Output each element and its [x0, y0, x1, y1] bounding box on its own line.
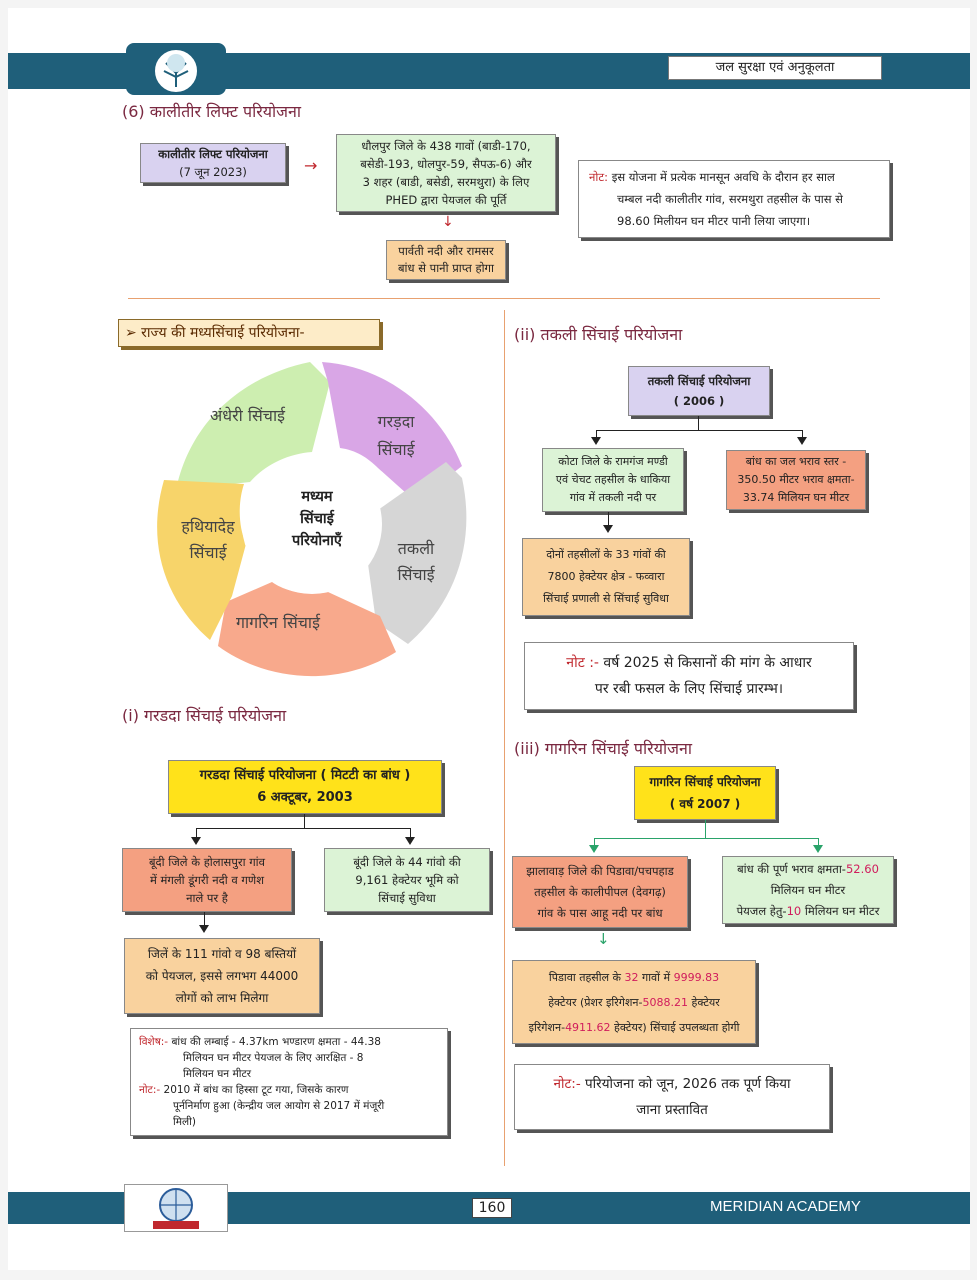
takli-title-box [628, 366, 770, 416]
takli-year: ( 2006 ) [673, 394, 725, 408]
connector [204, 912, 205, 926]
gagrin-title-box [634, 766, 776, 820]
note-line [554, 1071, 791, 1097]
note-line: चम्बल नदी कालीतीर गांव, सरमथुरा तहसील के पास से [617, 192, 843, 206]
garadda-special-box [130, 1028, 448, 1136]
box-line: 350.50 मीटर भराव क्षमता- [737, 473, 855, 486]
special-line [139, 1034, 381, 1050]
column-divider [504, 310, 505, 1166]
segment-label-gagrin: गागरिन सिंचाई [236, 613, 320, 632]
text: मिलियन घन मीटर [801, 903, 880, 918]
box-line: गांव में तकली नदी पर [569, 491, 657, 504]
box-line: एवं चेचट तहसील के धाकिया [555, 473, 671, 486]
box-line [548, 990, 720, 1015]
box-line: सिंचाई प्रणाली से सिंचाई सुविधा [543, 592, 669, 605]
connector [705, 820, 706, 838]
text: बांध की पूर्ण भराव क्षमता- [737, 861, 846, 876]
text: गावों में [638, 970, 674, 984]
garadda-title-box [168, 760, 442, 814]
source-line: पार्वती नदी और रामसर [398, 244, 494, 258]
box-line: मिलियन घन मीटर [770, 882, 846, 897]
value: 52.60 [845, 861, 879, 876]
box-line: नाले पर है [186, 891, 228, 905]
note-text: इस योजना में प्रत्येक मानसून अवधि के दौरान हर साल [611, 170, 835, 184]
takli-heading: (ii) तकली सिंचाई परियोजना [514, 325, 683, 344]
arrow-down-icon [591, 437, 601, 445]
takli-capacity-box [726, 450, 866, 510]
box-line: में मंगली डूंगरी नदी व गणेश [149, 873, 265, 887]
box-line: 7800 हेक्टेयर क्षेत्र - फव्वारा [547, 570, 665, 583]
note-line [139, 1082, 348, 1098]
box-line [737, 901, 880, 922]
center-line: परियोनाएँ [292, 533, 342, 549]
note-line: जाना प्रस्तावित [636, 1102, 708, 1118]
connector [196, 828, 410, 829]
gagrin-irrigation-box [512, 960, 756, 1044]
arrow-down-icon: ↓ [442, 214, 454, 230]
takli-note-box [524, 642, 854, 710]
garadda-irrigation-box [324, 848, 490, 912]
note-line: पूर्ननिर्माण हुआ (केन्द्रीय जल आयोग से 2017 में मंजूरी [173, 1100, 385, 1112]
kalitir-title-box [140, 143, 286, 183]
segment-label-andheri: अंधेरी सिंचाई [210, 406, 285, 425]
wheel-center-label [262, 486, 372, 552]
takli-irrigation-box [522, 538, 690, 616]
note-text: वर्ष 2025 से किसानों की मांग के आधार [603, 655, 812, 671]
footer-brand: MERIDIAN ACADEMY [710, 1198, 861, 1215]
gagrin-note-box [514, 1064, 830, 1130]
garadda-title: गरडदा सिंचाई परियोजना ( मिटटी का बांध ) [199, 768, 411, 783]
desc-line: PHED द्वारा पेयजल की पूर्ति [385, 193, 507, 207]
tree-logo-icon [126, 43, 226, 95]
value: 5088.21 [642, 995, 688, 1009]
kalitir-title: कालीतीर लिफ्ट परियोजना [158, 147, 268, 161]
arrow-down-icon [199, 925, 209, 933]
box-line: लोगों को लाभ मिलेगा [175, 991, 269, 1005]
box-line: बूंदी जिले के होलासपुरा गांव [148, 855, 266, 869]
gagrin-year: ( वर्ष 2007 ) [669, 797, 741, 811]
arrow-down-icon: ↓ [597, 930, 610, 948]
arrow-down-icon [797, 437, 807, 445]
arrow-down-icon [405, 837, 415, 845]
special-label: विशेष:- [139, 1036, 169, 1048]
publisher-logo [126, 43, 226, 95]
note-label: नोट:- [553, 1076, 581, 1092]
special-line: मिलियन घन मीटर [183, 1068, 252, 1080]
segment-label-takli: तकली सिंचाई [397, 539, 435, 584]
arrow-down-icon [589, 845, 599, 853]
value: 4911.62 [565, 1020, 611, 1034]
box-line [529, 1015, 740, 1040]
desc-line: धौलपुर जिले के 438 गावों (बाडी-170, [361, 139, 531, 153]
note-text: 2010 में बांध का हिस्सा टूट गया, जिसके कारण [163, 1084, 349, 1096]
box-line [549, 965, 719, 990]
gagrin-title: गागरिन सिंचाई परियोजना [649, 775, 761, 789]
page [8, 8, 970, 1270]
divider [128, 298, 880, 299]
text: हेक्टेयर) सिंचाई उपलब्धता होगी [610, 1020, 740, 1034]
connector [304, 814, 305, 828]
globe-logo-icon [125, 1185, 227, 1231]
box-line: गांव के पास आहू नदी पर बांध [537, 905, 663, 920]
connector [608, 512, 609, 526]
takli-location-box [542, 448, 684, 512]
garadda-drinking-box [124, 938, 320, 1014]
value: 10 [786, 903, 802, 918]
center-line: मध्यम [301, 489, 333, 505]
arrow-right-icon: → [304, 156, 318, 175]
box-line: को पेयजल, इससे लगभग 44000 [145, 969, 299, 983]
note-text: परियोजना को जून, 2026 तक पूर्ण किया [585, 1076, 791, 1092]
segment-label-garadda: गरड़दा सिंचाई [377, 412, 415, 459]
desc-line: 3 शहर (बाडी, बसेडी, सरमथुरा) के लिए [362, 175, 530, 189]
box-line: दोनों तहसीलों के 33 गांवों की [546, 548, 666, 561]
note-line: 98.60 मिलीयन घन मीटर पानी लिया जाएगा। [617, 214, 811, 228]
box-line: सिंचाई सुविधा [378, 891, 436, 905]
box-line: बांध का जल भराव स्तर - [745, 455, 847, 468]
box-line: कोटा जिले के रामगंज मण्डी [558, 455, 668, 468]
center-line: सिंचाई [300, 511, 334, 527]
note-line [566, 650, 811, 676]
source-line: बांध से पानी प्राप्त होगा [397, 261, 495, 275]
text: हेक्टेयर (प्रेशर इरिगेशन- [548, 995, 643, 1009]
note-label: नोट :- [566, 655, 599, 671]
section-6-heading: (6) कालीतीर लिफ्ट परियोजना [122, 102, 302, 121]
box-line [737, 859, 879, 880]
kalitir-desc-box [336, 134, 556, 212]
arrow-down-icon [191, 837, 201, 845]
box-line: जिलें के 111 गांवो व 98 बस्तियों [147, 947, 297, 961]
garadda-location-box [122, 848, 292, 912]
garadda-date: 6 अक्टूबर, 2003 [257, 790, 353, 805]
gagrin-heading: (iii) गागरिन सिंचाई परियोजना [514, 739, 693, 758]
chapter-title: जल सुरक्षा एवं अनुकूलता [668, 56, 882, 80]
medium-banner: ➢ राज्य की मध्यसिंचाई परियोजना- [118, 319, 380, 347]
box-line: तहसील के कालीपीपल (देवगढ़) [534, 884, 666, 899]
special-line: मिलियन घन मीटर पेयजल के लिए आरक्षित - 8 [183, 1052, 364, 1064]
box-line: 33.74 मिलियन घन मीटर [742, 491, 850, 504]
gagrin-capacity-box [722, 856, 894, 924]
kalitir-note-box [578, 160, 890, 238]
text: हेक्टेयर [688, 995, 720, 1009]
note-label: नोट: [589, 170, 609, 184]
note-label: नोट:- [139, 1084, 161, 1096]
text: पेयजल हेतु- [736, 903, 787, 918]
takli-title: तकली सिंचाई परियोजना [647, 374, 751, 388]
arrow-down-icon [603, 525, 613, 533]
footer-logo [124, 1184, 228, 1232]
connector [594, 838, 818, 839]
arrow-down-icon [813, 845, 823, 853]
garadda-heading: (i) गरडदा सिंचाई परियोजना [122, 706, 287, 725]
text: पिडावा तहसील के [548, 970, 625, 984]
value: 32 [624, 970, 639, 984]
kalitir-source-box [386, 240, 506, 280]
segment-label-hathiyadeh: हथियादेह सिंचाई [181, 517, 235, 562]
connector [698, 416, 699, 430]
note-line: पर रबी फसल के लिए सिंचाई प्रारम्भ। [594, 681, 784, 697]
note-line [589, 166, 835, 188]
gagrin-location-box [512, 856, 688, 928]
desc-line: बसेडी-193, धोलपुर-59, सैपऊ-6) और [360, 157, 532, 171]
connector [596, 430, 802, 431]
box-line: 9,161 हेक्टेयर भूमि को [355, 873, 459, 887]
note-line: मिली) [173, 1116, 196, 1128]
page-number: 160 [472, 1198, 512, 1218]
kalitir-date: (7 जून 2023) [179, 165, 247, 179]
box-line: झालावाड़ जिले की पिडावा/पचपहाड [526, 863, 674, 878]
text: इरिगेशन- [528, 1020, 566, 1034]
special-text: बांध की लम्बाई - 4.37km भण्डारण क्षमता - 44.38 [171, 1036, 381, 1048]
box-line: बूंदी जिले के 44 गांवो की [353, 855, 461, 869]
value: 9999.83 [673, 970, 720, 984]
